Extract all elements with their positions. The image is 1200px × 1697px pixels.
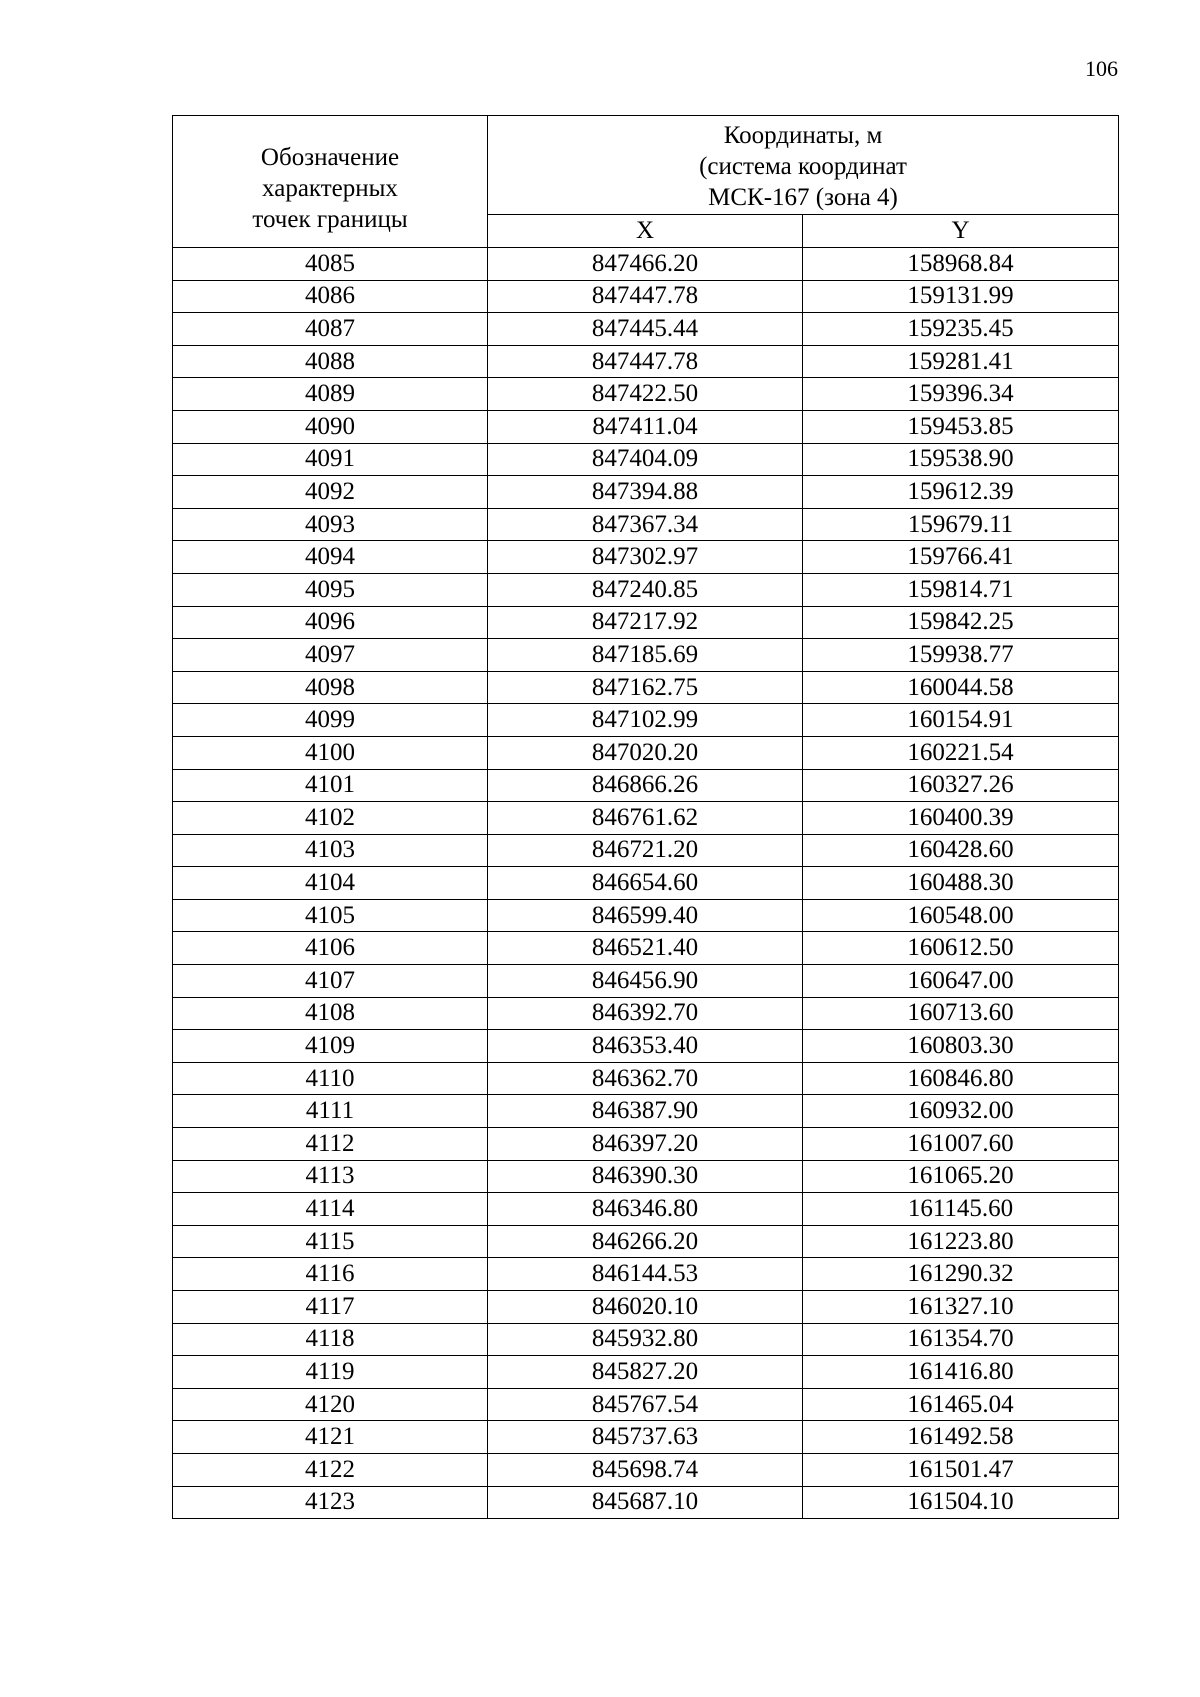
table-row — [173, 345, 1119, 378]
cell-y: 160846.80 — [803, 1062, 1119, 1095]
table-row — [173, 1421, 1119, 1454]
table-row — [173, 1193, 1119, 1226]
cell-y: 160044.58 — [803, 671, 1119, 704]
cell-point: 4114 — [173, 1193, 488, 1226]
table-body — [173, 248, 1119, 1519]
table-row — [173, 997, 1119, 1030]
cell-x: 847447.78 — [488, 345, 803, 378]
table-row — [173, 1258, 1119, 1291]
cell-point: 4119 — [173, 1356, 488, 1389]
cell-point: 4101 — [173, 769, 488, 802]
cell-x: 847185.69 — [488, 639, 803, 672]
cell-x: 845698.74 — [488, 1453, 803, 1486]
cell-point: 4098 — [173, 671, 488, 704]
cell-y: 161504.10 — [803, 1486, 1119, 1519]
cell-y: 160612.50 — [803, 932, 1119, 965]
header-coords-line: Координаты, м — [723, 121, 883, 149]
cell-x: 845767.54 — [488, 1388, 803, 1421]
header-x: X — [488, 215, 803, 248]
cell-y: 159612.39 — [803, 476, 1119, 509]
cell-x: 847162.75 — [488, 671, 803, 704]
table-row — [173, 1095, 1119, 1128]
header-y: Y — [803, 215, 1119, 248]
table-row — [173, 802, 1119, 835]
cell-y: 159679.11 — [803, 508, 1119, 541]
cell-point: 4123 — [173, 1486, 488, 1519]
table-row — [173, 280, 1119, 313]
table-row — [173, 606, 1119, 639]
cell-x: 847411.04 — [488, 410, 803, 443]
table-row — [173, 541, 1119, 574]
cell-x: 846866.26 — [488, 769, 803, 802]
cell-y: 159766.41 — [803, 541, 1119, 574]
table-row — [173, 573, 1119, 606]
table-row — [173, 639, 1119, 672]
cell-y: 161327.10 — [803, 1291, 1119, 1324]
cell-point: 4087 — [173, 313, 488, 346]
cell-x: 846266.20 — [488, 1225, 803, 1258]
table-row — [173, 899, 1119, 932]
table-header — [173, 116, 1119, 248]
cell-point: 4095 — [173, 573, 488, 606]
header-point-designation — [173, 116, 488, 248]
cell-point: 4111 — [173, 1095, 488, 1128]
cell-point: 4116 — [173, 1258, 488, 1291]
cell-point: 4100 — [173, 736, 488, 769]
table-row — [173, 1128, 1119, 1161]
header-coordinates-group — [488, 116, 1119, 215]
cell-x: 846654.60 — [488, 867, 803, 900]
cell-x: 846353.40 — [488, 1030, 803, 1063]
cell-y: 160488.30 — [803, 867, 1119, 900]
cell-point: 4096 — [173, 606, 488, 639]
table-row — [173, 1160, 1119, 1193]
cell-y: 159396.34 — [803, 378, 1119, 411]
table-row — [173, 736, 1119, 769]
cell-y: 160154.91 — [803, 704, 1119, 737]
cell-x: 847447.78 — [488, 280, 803, 313]
cell-point: 4097 — [173, 639, 488, 672]
cell-point: 4102 — [173, 802, 488, 835]
table-row — [173, 443, 1119, 476]
cell-point: 4122 — [173, 1453, 488, 1486]
cell-point: 4092 — [173, 476, 488, 509]
table-row — [173, 932, 1119, 965]
cell-point: 4093 — [173, 508, 488, 541]
cell-x: 847445.44 — [488, 313, 803, 346]
cell-point: 4105 — [173, 899, 488, 932]
cell-x: 847367.34 — [488, 508, 803, 541]
cell-y: 160713.60 — [803, 997, 1119, 1030]
cell-y: 161465.04 — [803, 1388, 1119, 1421]
cell-y: 158968.84 — [803, 248, 1119, 281]
cell-x: 846521.40 — [488, 932, 803, 965]
cell-y: 160428.60 — [803, 834, 1119, 867]
cell-point: 4088 — [173, 345, 488, 378]
cell-x: 846362.70 — [488, 1062, 803, 1095]
cell-y: 160221.54 — [803, 736, 1119, 769]
table-row — [173, 476, 1119, 509]
cell-point: 4107 — [173, 965, 488, 998]
header-coords-line: МСК-167 (зона 4) — [708, 183, 898, 211]
cell-point: 4094 — [173, 541, 488, 574]
cell-y: 161290.32 — [803, 1258, 1119, 1291]
cell-point: 4108 — [173, 997, 488, 1030]
cell-y: 159453.85 — [803, 410, 1119, 443]
table-row — [173, 1225, 1119, 1258]
cell-x: 847240.85 — [488, 573, 803, 606]
cell-point: 4112 — [173, 1128, 488, 1161]
cell-point: 4117 — [173, 1291, 488, 1324]
cell-x: 847217.92 — [488, 606, 803, 639]
cell-point: 4109 — [173, 1030, 488, 1063]
cell-y: 161065.20 — [803, 1160, 1119, 1193]
table-row — [173, 965, 1119, 998]
cell-point: 4090 — [173, 410, 488, 443]
cell-point: 4099 — [173, 704, 488, 737]
header-point-line: точек границы — [252, 206, 408, 233]
table-row — [173, 671, 1119, 704]
table-row — [173, 1486, 1119, 1519]
table-row — [173, 1291, 1119, 1324]
table-row — [173, 313, 1119, 346]
table-row — [173, 1453, 1119, 1486]
cell-point: 4106 — [173, 932, 488, 965]
cell-point: 4118 — [173, 1323, 488, 1356]
cell-x: 847466.20 — [488, 248, 803, 281]
cell-point: 4091 — [173, 443, 488, 476]
table-row — [173, 1030, 1119, 1063]
cell-x: 847394.88 — [488, 476, 803, 509]
table-row — [173, 410, 1119, 443]
cell-y: 160803.30 — [803, 1030, 1119, 1063]
cell-point: 4110 — [173, 1062, 488, 1095]
cell-x: 846397.20 — [488, 1128, 803, 1161]
cell-x: 847404.09 — [488, 443, 803, 476]
cell-y: 159131.99 — [803, 280, 1119, 313]
cell-x: 845932.80 — [488, 1323, 803, 1356]
cell-x: 846390.30 — [488, 1160, 803, 1193]
cell-y: 161416.80 — [803, 1356, 1119, 1389]
cell-point: 4104 — [173, 867, 488, 900]
cell-y: 159538.90 — [803, 443, 1119, 476]
table-row — [173, 1323, 1119, 1356]
cell-point: 4115 — [173, 1225, 488, 1258]
cell-y: 160548.00 — [803, 899, 1119, 932]
cell-x: 846144.53 — [488, 1258, 803, 1291]
table-row — [173, 508, 1119, 541]
table-row — [173, 769, 1119, 802]
coordinates-table — [172, 115, 1119, 1519]
cell-x: 847102.99 — [488, 704, 803, 737]
table-row — [173, 1356, 1119, 1389]
cell-point: 4085 — [173, 248, 488, 281]
cell-y: 159235.45 — [803, 313, 1119, 346]
cell-y: 161501.47 — [803, 1453, 1119, 1486]
cell-y: 160932.00 — [803, 1095, 1119, 1128]
page-number: 106 — [1085, 56, 1118, 81]
table-row — [173, 1388, 1119, 1421]
cell-y: 161492.58 — [803, 1421, 1119, 1454]
header-point-line: характерных — [262, 175, 398, 202]
cell-x: 845827.20 — [488, 1356, 803, 1389]
cell-point: 4086 — [173, 280, 488, 313]
table-row — [173, 1062, 1119, 1095]
cell-y: 160327.26 — [803, 769, 1119, 802]
cell-point: 4121 — [173, 1421, 488, 1454]
table-row — [173, 834, 1119, 867]
cell-point: 4103 — [173, 834, 488, 867]
cell-x: 846387.90 — [488, 1095, 803, 1128]
cell-x: 846346.80 — [488, 1193, 803, 1226]
cell-point: 4120 — [173, 1388, 488, 1421]
cell-x: 846721.20 — [488, 834, 803, 867]
cell-y: 161223.80 — [803, 1225, 1119, 1258]
cell-x: 846456.90 — [488, 965, 803, 998]
header-point-line: Обозначение — [260, 144, 400, 171]
cell-x: 847422.50 — [488, 378, 803, 411]
cell-y: 161007.60 — [803, 1128, 1119, 1161]
cell-y: 159938.77 — [803, 639, 1119, 672]
table-row — [173, 378, 1119, 411]
table-row — [173, 867, 1119, 900]
cell-y: 160647.00 — [803, 965, 1119, 998]
table-row — [173, 704, 1119, 737]
cell-x: 846020.10 — [488, 1291, 803, 1324]
cell-point: 4113 — [173, 1160, 488, 1193]
cell-y: 161354.70 — [803, 1323, 1119, 1356]
cell-x: 845737.63 — [488, 1421, 803, 1454]
cell-y: 160400.39 — [803, 802, 1119, 835]
cell-y: 159281.41 — [803, 345, 1119, 378]
cell-x: 846599.40 — [488, 899, 803, 932]
cell-x: 846761.62 — [488, 802, 803, 835]
cell-x: 847020.20 — [488, 736, 803, 769]
cell-x: 846392.70 — [488, 997, 803, 1030]
header-coords-line: (система координат — [699, 152, 907, 180]
cell-y: 161145.60 — [803, 1193, 1119, 1226]
cell-x: 845687.10 — [488, 1486, 803, 1519]
table-row — [173, 248, 1119, 281]
cell-y: 159842.25 — [803, 606, 1119, 639]
cell-y: 159814.71 — [803, 573, 1119, 606]
cell-x: 847302.97 — [488, 541, 803, 574]
cell-point: 4089 — [173, 378, 488, 411]
